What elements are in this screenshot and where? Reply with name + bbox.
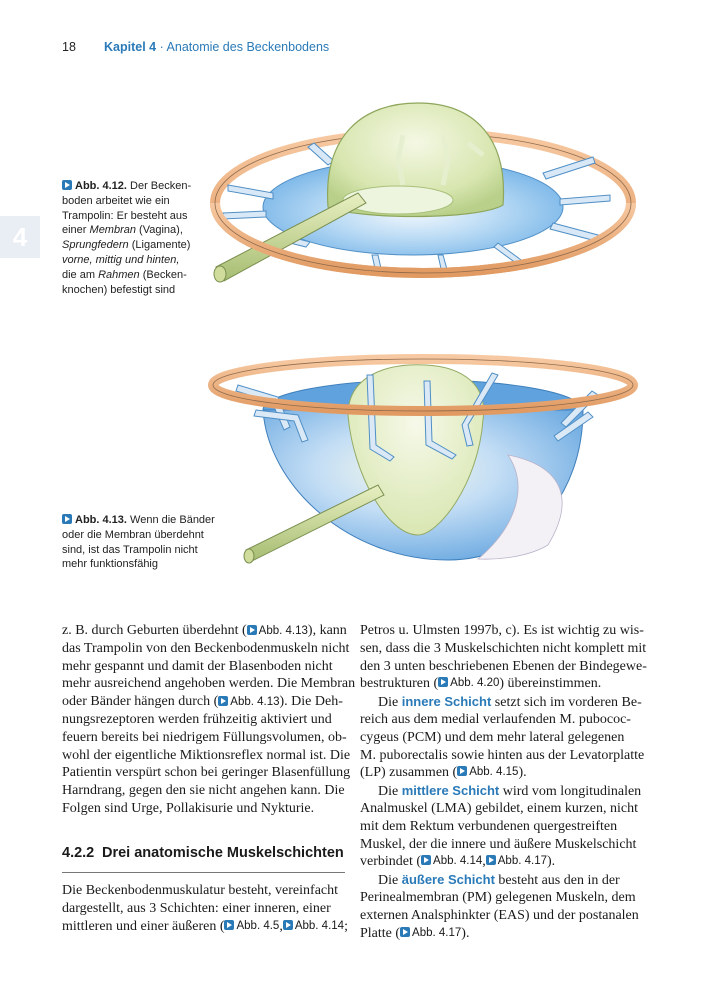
caption-label: Abb. 4.12. xyxy=(75,180,127,192)
figure-ref-link[interactable] xyxy=(400,925,461,943)
caption-line: oder die Membran überdehnt xyxy=(62,528,204,541)
caption-text: (Ligamente) xyxy=(128,239,191,252)
text: ). xyxy=(547,854,556,870)
text: ) übereinstimmen. xyxy=(499,676,602,692)
caption-line: knochen) befestigt sind xyxy=(62,283,176,296)
text: Die xyxy=(378,784,402,800)
text-line xyxy=(360,675,640,693)
caption-label: Abb. 4.13. xyxy=(75,514,127,526)
text: mittleren und einer äußeren ( xyxy=(62,918,225,934)
text-line: sen, dass die 3 Muskelschichten nicht komplett mit xyxy=(360,640,647,656)
caption-line xyxy=(62,268,202,283)
figure-ref-icon xyxy=(283,920,293,930)
text: , xyxy=(279,918,283,934)
figure-ref-link[interactable] xyxy=(421,853,482,871)
text: verbindet ( xyxy=(360,854,422,870)
section-number: 4.2.2 xyxy=(62,845,95,861)
text-line xyxy=(360,853,640,871)
text-span xyxy=(62,693,343,711)
right-column xyxy=(360,622,647,942)
text-line: cygeus (PCM) und dem mehr lateral gelegenen xyxy=(360,729,625,745)
figure-ref-link[interactable] xyxy=(283,918,344,936)
text-line: Muskel, der die innere und äußere Muskelschicht xyxy=(360,836,637,852)
text: bestrukturen ( xyxy=(360,676,439,692)
caption-line xyxy=(62,238,202,253)
text-line xyxy=(360,693,640,711)
text-span xyxy=(62,622,347,640)
chapter-title: Anatomie des Beckenbodens xyxy=(166,40,330,54)
caption-term-membran: Membran xyxy=(89,224,136,237)
text-line xyxy=(360,925,640,943)
text-line: Perinealmembran (PM) gelegenen Muskeln, dem xyxy=(360,889,636,905)
text-line: reich aus dem medial verlaufenden M. pubococ- xyxy=(360,711,631,727)
caption-term-positions: vorne, mittig und hinten, xyxy=(62,253,180,266)
text-line: dargestellt, aus 3 Schichten: einer inneren, einer xyxy=(62,900,331,916)
page-number: 18 xyxy=(62,40,76,54)
text-line: wohl der eigentliche Miktionsreflex normal ist. Die xyxy=(62,747,351,763)
text-span xyxy=(378,693,642,711)
figure-trampoline-intact xyxy=(198,95,648,295)
chapter-separator: · xyxy=(156,40,167,54)
figure-ref-icon xyxy=(486,855,496,865)
section-title: Drei anatomische Muskelschichten xyxy=(102,845,344,861)
figure-ref-label: Abb. 4.13 xyxy=(258,625,308,637)
figure-ref-icon xyxy=(224,920,234,930)
text-line: M. puborectalis sowie hinten aus der Levatorplatte xyxy=(360,747,645,763)
text: ). xyxy=(461,925,470,941)
figure-ref-link[interactable] xyxy=(438,675,499,693)
text-span xyxy=(378,782,641,800)
figure-ref-label: Abb. 4.13 xyxy=(230,696,280,709)
figure-caption-4-12 xyxy=(62,179,202,297)
text-span xyxy=(378,871,620,889)
text: ; xyxy=(344,918,348,934)
text-line xyxy=(62,918,348,936)
section-heading xyxy=(62,845,345,861)
figure-ref-label: Abb. 4.17 xyxy=(497,855,547,868)
text-line: mehr ausreichend angehoben werden. Die Membran xyxy=(62,676,356,692)
figure-ref-icon xyxy=(457,766,467,776)
text: , xyxy=(482,854,486,870)
caption-text: (Vagina), xyxy=(136,224,183,237)
figure-ref-icon xyxy=(400,927,410,937)
text: Die xyxy=(378,873,402,889)
figure-ref-label: Abb. 4.15 xyxy=(469,766,519,779)
highlight-term: innere Schicht xyxy=(401,694,492,710)
text-line: das Trampolin von den Beckenbodenmuskeln nicht xyxy=(62,640,350,656)
figure-trampoline-overstretched xyxy=(198,345,648,575)
caption-text: Der Becken- xyxy=(130,180,192,192)
caption-line xyxy=(62,253,202,268)
text: oder Bänder hängen durch ( xyxy=(62,694,219,710)
figure-marker-icon xyxy=(62,180,72,190)
text-line: nungsrezeptoren werden frühzeitig aktiviert und xyxy=(62,711,332,727)
text-line xyxy=(360,764,640,782)
caption-text: die am xyxy=(62,268,99,281)
caption-term-sprungfedern: Sprungfedern xyxy=(62,239,129,252)
caption-line xyxy=(62,223,202,238)
figure-caption-4-13 xyxy=(62,513,215,572)
highlight-term: mittlere Schicht xyxy=(401,783,500,799)
figure-ref-label: Abb. 4.14 xyxy=(433,855,483,868)
text-line xyxy=(62,693,345,711)
caption-line: mehr funktionsfähig xyxy=(62,558,158,571)
caption-term-rahmen: Rahmen xyxy=(98,268,140,281)
chapter-thumb-tab: 4 xyxy=(0,216,40,258)
figure-ref-link[interactable] xyxy=(486,853,547,871)
figure-ref-icon xyxy=(421,855,431,865)
text-line: Die Beckenbodenmuskulatur besteht, vereinfacht xyxy=(62,883,339,898)
section-rule xyxy=(62,872,345,873)
text-line: Petros u. Ulmsten 1997b, c). Es ist wichtig zu wis- xyxy=(360,623,644,638)
running-header xyxy=(104,40,329,54)
text: Die xyxy=(378,695,402,711)
figure-ref-link[interactable] xyxy=(457,764,518,782)
text-line: feuern bereits bei niedrigem Füllungsvolumen, ob- xyxy=(62,729,347,745)
caption-text: einer xyxy=(62,224,90,237)
text-line: Harndrang, gegen den sie nicht angehen kann. Die xyxy=(62,783,345,799)
text: (LP) zusammen ( xyxy=(360,765,458,781)
caption-line: sind, ist das Trampolin nicht xyxy=(62,543,198,556)
caption-text: Wenn die Bänder xyxy=(130,514,215,526)
text-line: mehr gespannt und damit der Blasenboden nicht xyxy=(62,658,333,674)
figure-ref-label: Abb. 4.20 xyxy=(450,677,500,690)
left-column-paragraph-2 xyxy=(62,882,348,935)
text-line xyxy=(360,782,640,800)
text-line: Analmuskel (LMA) gebildet, einem kurzen, nicht xyxy=(360,800,638,816)
text: ). Die Deh- xyxy=(279,694,343,710)
chapter-label: Kapitel 4 xyxy=(104,40,157,54)
figure-ref-icon xyxy=(218,696,228,706)
figure-ref-link[interactable] xyxy=(224,918,279,936)
text-line xyxy=(360,871,640,889)
caption-text: (Becken- xyxy=(139,268,187,281)
figure-marker-icon xyxy=(62,514,72,524)
figure-ref-link[interactable] xyxy=(218,696,279,708)
figure-ref-label: Abb. 4.17 xyxy=(412,926,462,939)
text-line: den 3 unten beschriebenen Ebenen der Bindegewe- xyxy=(360,658,647,674)
text-line: Patientin verspürt schon bei geringer Blasenfüllung xyxy=(62,765,351,781)
text: ). xyxy=(518,765,527,781)
left-column-paragraph-1 xyxy=(62,622,356,818)
highlight-term: äußere Schicht xyxy=(401,872,495,888)
text: Platte ( xyxy=(360,925,401,941)
text: setzt sich im vorderen Be- xyxy=(491,695,642,711)
text: z. B. durch Geburten überdehnt ( xyxy=(62,623,247,638)
text-line: externen Analsphinkter (EAS) und der postanalen xyxy=(360,907,639,923)
caption-line: boden arbeitet wie ein xyxy=(62,194,170,207)
figure-ref-label: Abb. 4.5 xyxy=(236,919,280,932)
text-line xyxy=(62,622,345,640)
figure-ref-icon xyxy=(438,677,448,687)
text: wird vom longitudinalen xyxy=(499,784,642,800)
caption-line: Trampolin: Er besteht aus xyxy=(62,209,188,222)
text-line: mit dem Rektum verbundenen quergestreiften xyxy=(360,818,618,834)
figure-ref-icon xyxy=(247,625,257,635)
text: besteht aus den in der xyxy=(494,873,620,889)
figure-ref-link[interactable] xyxy=(247,625,308,637)
figure-ref-label: Abb. 4.14 xyxy=(294,919,345,932)
text: ), kann xyxy=(307,623,347,638)
text-line: Folgen sind Urge, Pollakisurie und Nykturie. xyxy=(62,800,315,816)
